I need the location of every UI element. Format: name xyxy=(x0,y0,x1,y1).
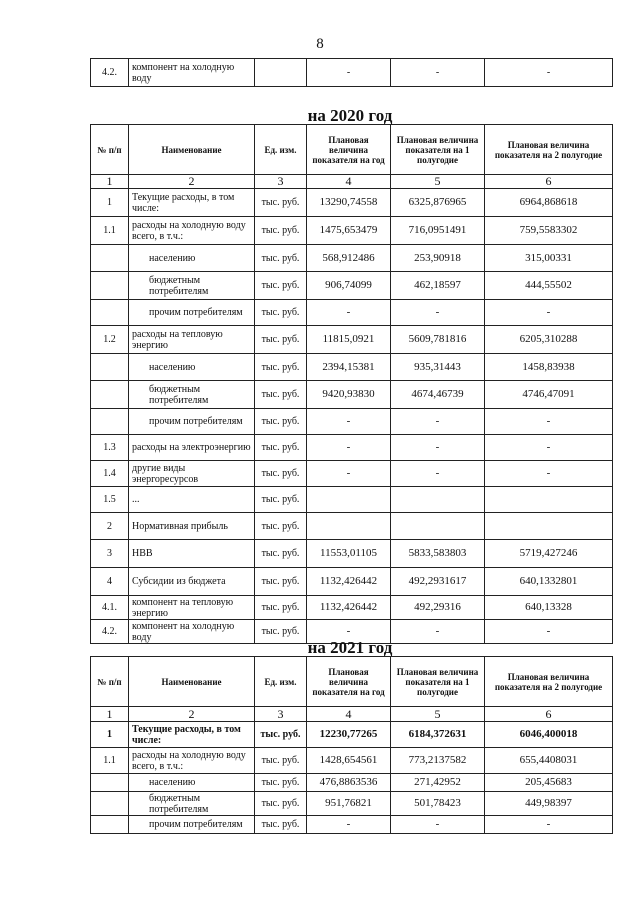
index-cell: 3 xyxy=(255,707,307,722)
row-unit: тыс. руб. xyxy=(255,300,307,326)
table-row xyxy=(91,596,613,620)
row-unit: тыс. руб. xyxy=(255,774,307,792)
row-name: бюджетным потребителям xyxy=(129,381,255,409)
index-cell: 5 xyxy=(391,707,485,722)
row-h1-value: 501,78423 xyxy=(391,792,485,816)
header-cell: Плановая величина показателя на 1 полугодие xyxy=(391,657,485,707)
row-number xyxy=(91,245,129,272)
row-year-value: 1428,654561 xyxy=(307,748,391,774)
table-index-row xyxy=(91,707,613,722)
table-row xyxy=(91,568,613,596)
row-h2-value: - xyxy=(485,409,613,435)
row-year-value: 9420,93830 xyxy=(307,381,391,409)
row-unit: тыс. руб. xyxy=(255,620,307,644)
row-unit: тыс. руб. xyxy=(255,435,307,461)
table-row xyxy=(91,217,613,245)
row-unit: тыс. руб. xyxy=(255,461,307,487)
row-h2-value: 4746,47091 xyxy=(485,381,613,409)
row-name: бюджетным потребителям xyxy=(129,272,255,300)
row-h2-value: - xyxy=(485,435,613,461)
table-row xyxy=(91,59,613,87)
header-cell: Плановая величина показателя на 1 полугодие xyxy=(391,125,485,175)
table-2021 xyxy=(90,656,613,834)
row-number: 3 xyxy=(91,540,129,568)
row-name: другие виды энергоресурсов xyxy=(129,461,255,487)
row-h1-value: - xyxy=(391,409,485,435)
row-unit: тыс. руб. xyxy=(255,540,307,568)
table-row xyxy=(91,513,613,540)
table-row xyxy=(91,487,613,513)
row-unit: тыс. руб. xyxy=(255,596,307,620)
row-unit: тыс. руб. xyxy=(255,816,307,834)
row-unit: тыс. руб. xyxy=(255,748,307,774)
row-number: 1 xyxy=(91,722,129,748)
row-number: 1.1 xyxy=(91,217,129,245)
row-h2-value xyxy=(485,487,613,513)
row-year-value: - xyxy=(307,816,391,834)
row-year-value: - xyxy=(307,300,391,326)
row-name: Текущие расходы, в том числе: xyxy=(129,722,255,748)
header-cell: Наименование xyxy=(129,657,255,707)
table-row xyxy=(91,300,613,326)
row-unit: тыс. руб. xyxy=(255,217,307,245)
row-number: 1 xyxy=(91,189,129,217)
row-name: расходы на холодную воду всего, в т.ч.: xyxy=(129,748,255,774)
row-name: расходы на тепловую энергию xyxy=(129,326,255,354)
index-cell: 1 xyxy=(91,175,129,189)
row-h2-value: 6046,400018 xyxy=(485,722,613,748)
row-year-value: 906,74099 xyxy=(307,272,391,300)
table-2020 xyxy=(90,124,613,644)
row-name: компонент на холодную воду xyxy=(129,59,255,87)
row-h1-value: 271,42952 xyxy=(391,774,485,792)
row-number xyxy=(91,354,129,381)
header-cell: № п/п xyxy=(91,125,129,175)
row-h2-value xyxy=(485,513,613,540)
row-unit: тыс. руб. xyxy=(255,245,307,272)
index-cell: 1 xyxy=(91,707,129,722)
row-year-value: 1132,426442 xyxy=(307,596,391,620)
row-h1-value: 5609,781816 xyxy=(391,326,485,354)
row-number xyxy=(91,816,129,834)
header-cell: Плановая величина показателя на год xyxy=(307,125,391,175)
row-name: расходы на электроэнергию xyxy=(129,435,255,461)
row-name: компонент на холодную воду xyxy=(129,620,255,644)
row-h1-value: - xyxy=(391,816,485,834)
table-row xyxy=(91,354,613,381)
row-unit: тыс. руб. xyxy=(255,568,307,596)
index-cell: 2 xyxy=(129,175,255,189)
row-name: Субсидии из бюджета xyxy=(129,568,255,596)
row-name: Текущие расходы, в том числе: xyxy=(129,189,255,217)
table-row xyxy=(91,792,613,816)
row-name: прочим потребителям xyxy=(129,300,255,326)
header-cell: Наименование xyxy=(129,125,255,175)
row-name: компонент на тепловую энергию xyxy=(129,596,255,620)
row-h2-value: 655,4408031 xyxy=(485,748,613,774)
row-h2-value: - xyxy=(485,59,613,87)
row-year-value: 2394,15381 xyxy=(307,354,391,381)
row-number: 4.1. xyxy=(91,596,129,620)
row-year-value xyxy=(307,487,391,513)
row-year-value: 11553,01105 xyxy=(307,540,391,568)
row-unit: тыс. руб. xyxy=(255,409,307,435)
row-name: бюджетным потребителям xyxy=(129,792,255,816)
header-cell: № п/п xyxy=(91,657,129,707)
header-cell: Плановая величина показателя на 2 полугодие xyxy=(485,125,613,175)
table-row xyxy=(91,748,613,774)
row-unit: тыс. руб. xyxy=(255,513,307,540)
row-year-value: - xyxy=(307,461,391,487)
row-h1-value: 462,18597 xyxy=(391,272,485,300)
section-title-2021: на 2021 год xyxy=(307,638,393,657)
row-name: НВВ xyxy=(129,540,255,568)
row-name: населению xyxy=(129,774,255,792)
row-number: 2 xyxy=(91,513,129,540)
row-h1-value: 773,2137582 xyxy=(391,748,485,774)
row-h2-value: 205,45683 xyxy=(485,774,613,792)
top-table xyxy=(90,58,613,87)
row-number xyxy=(91,381,129,409)
row-h2-value: 449,98397 xyxy=(485,792,613,816)
row-h1-value xyxy=(391,513,485,540)
row-number: 1.1 xyxy=(91,748,129,774)
row-h1-value: - xyxy=(391,620,485,644)
row-number: 1.5 xyxy=(91,487,129,513)
table-row xyxy=(91,722,613,748)
row-h1-value xyxy=(391,487,485,513)
row-h2-value: - xyxy=(485,620,613,644)
row-name: расходы на холодную воду всего, в т.ч.: xyxy=(129,217,255,245)
row-number: 4 xyxy=(91,568,129,596)
row-unit: тыс. руб. xyxy=(255,272,307,300)
row-h2-value: 759,5583302 xyxy=(485,217,613,245)
row-number xyxy=(91,409,129,435)
index-cell: 4 xyxy=(307,175,391,189)
row-year-value: - xyxy=(307,435,391,461)
row-unit: тыс. руб. xyxy=(255,722,307,748)
row-number: 1.2 xyxy=(91,326,129,354)
row-name: населению xyxy=(129,245,255,272)
row-year-value: 951,76821 xyxy=(307,792,391,816)
table-index-row xyxy=(91,175,613,189)
row-number: 1.3 xyxy=(91,435,129,461)
row-year-value: 12230,77265 xyxy=(307,722,391,748)
row-year-value: 1475,653479 xyxy=(307,217,391,245)
table-row xyxy=(91,435,613,461)
table-row xyxy=(91,774,613,792)
row-h2-value: 315,00331 xyxy=(485,245,613,272)
row-h1-value: 492,29316 xyxy=(391,596,485,620)
row-h1-value: - xyxy=(391,59,485,87)
row-year-value: 476,8863536 xyxy=(307,774,391,792)
row-year-value: - xyxy=(307,59,391,87)
row-h2-value: 6205,310288 xyxy=(485,326,613,354)
index-cell: 6 xyxy=(485,175,613,189)
row-name: прочим потребителям xyxy=(129,409,255,435)
table-row xyxy=(91,326,613,354)
row-unit: тыс. руб. xyxy=(255,189,307,217)
index-cell: 5 xyxy=(391,175,485,189)
section-title-2020: на 2020 год xyxy=(307,106,393,125)
table-row xyxy=(91,189,613,217)
table-row xyxy=(91,461,613,487)
row-year-value: - xyxy=(307,409,391,435)
row-year-value: - xyxy=(307,620,391,644)
row-number xyxy=(91,774,129,792)
row-h2-value: - xyxy=(485,816,613,834)
row-h1-value: 6184,372631 xyxy=(391,722,485,748)
header-cell: Плановая величина показателя на 2 полугодие xyxy=(485,657,613,707)
row-h1-value: 6325,876965 xyxy=(391,189,485,217)
row-h2-value: 5719,427246 xyxy=(485,540,613,568)
table-row xyxy=(91,381,613,409)
row-h2-value: 1458,83938 xyxy=(485,354,613,381)
row-unit: тыс. руб. xyxy=(255,381,307,409)
row-year-value xyxy=(307,513,391,540)
row-year-value: 11815,0921 xyxy=(307,326,391,354)
table-row xyxy=(91,245,613,272)
table-row xyxy=(91,540,613,568)
row-h2-value: 444,55502 xyxy=(485,272,613,300)
row-name: ... xyxy=(129,487,255,513)
row-unit: тыс. руб. xyxy=(255,326,307,354)
row-number xyxy=(91,792,129,816)
row-h1-value: 5833,583803 xyxy=(391,540,485,568)
table-row xyxy=(91,272,613,300)
table-header-row xyxy=(91,657,613,707)
header-cell: Ед. изм. xyxy=(255,657,307,707)
row-unit: тыс. руб. xyxy=(255,792,307,816)
header-cell: Плановая величина показателя на год xyxy=(307,657,391,707)
row-unit xyxy=(255,59,307,87)
row-name: населению xyxy=(129,354,255,381)
row-number: 4.2. xyxy=(91,620,129,644)
row-name: прочим потребителям xyxy=(129,816,255,834)
row-h1-value: 716,0951491 xyxy=(391,217,485,245)
row-h2-value: - xyxy=(485,461,613,487)
row-h1-value: - xyxy=(391,300,485,326)
row-number: 4.2. xyxy=(91,59,129,87)
header-cell: Ед. изм. xyxy=(255,125,307,175)
row-h2-value: - xyxy=(485,300,613,326)
table-row xyxy=(91,409,613,435)
row-number xyxy=(91,300,129,326)
row-h1-value: - xyxy=(391,461,485,487)
row-h1-value: 935,31443 xyxy=(391,354,485,381)
index-cell: 6 xyxy=(485,707,613,722)
index-cell: 3 xyxy=(255,175,307,189)
row-h2-value: 6964,868618 xyxy=(485,189,613,217)
row-h2-value: 640,13328 xyxy=(485,596,613,620)
table-row xyxy=(91,816,613,834)
row-year-value: 1132,426442 xyxy=(307,568,391,596)
row-year-value: 568,912486 xyxy=(307,245,391,272)
row-number: 1.4 xyxy=(91,461,129,487)
row-number xyxy=(91,272,129,300)
row-h1-value: 253,90918 xyxy=(391,245,485,272)
row-name: Нормативная прибыль xyxy=(129,513,255,540)
row-h1-value: - xyxy=(391,435,485,461)
row-h2-value: 640,1332801 xyxy=(485,568,613,596)
row-h1-value: 4674,46739 xyxy=(391,381,485,409)
index-cell: 2 xyxy=(129,707,255,722)
table-header-row xyxy=(91,125,613,175)
row-unit: тыс. руб. xyxy=(255,487,307,513)
index-cell: 4 xyxy=(307,707,391,722)
row-h1-value: 492,2931617 xyxy=(391,568,485,596)
row-year-value: 13290,74558 xyxy=(307,189,391,217)
page-number: 8 xyxy=(316,36,324,52)
row-unit: тыс. руб. xyxy=(255,354,307,381)
